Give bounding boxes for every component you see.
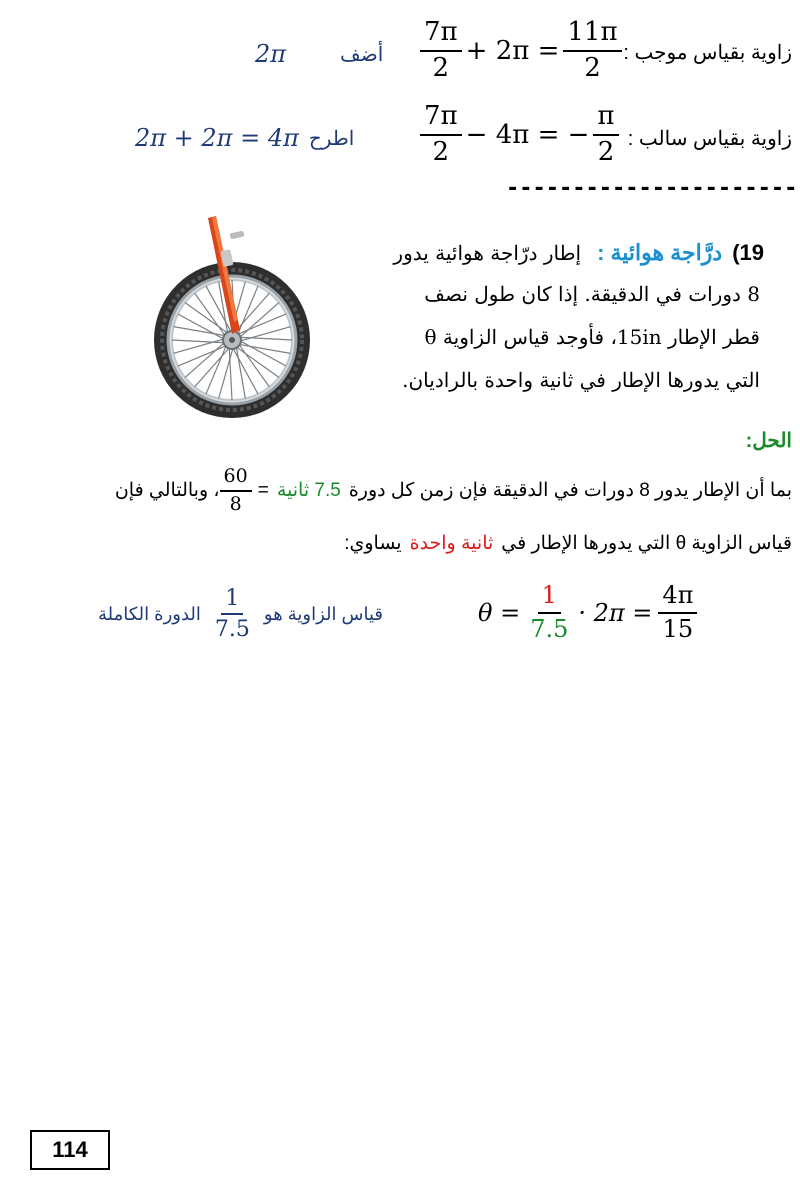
dashed-separator: ---------------------- [506, 176, 798, 201]
positive-equation: $\frac{7\pi}{2}$ + 2π = $\frac{11\pi}{2}$ [420, 18, 622, 84]
bicycle-wheel-image [150, 210, 325, 428]
positive-frac-2: $\frac{11\pi}{2}$ [563, 18, 621, 84]
problem-title: درَّاجة هوائية : [597, 240, 723, 265]
negative-frac-2: $\frac{\pi}{2}$ [593, 102, 618, 168]
note-fraction: $\frac{1}{7.5}$ [214, 586, 250, 643]
final-equation: θ = $\frac{1}{7.5}$ · 2π = $\frac{4\pi}{15}$ [478, 582, 697, 643]
final-frac-2: $\frac{4\pi}{15}$ [658, 582, 697, 643]
negative-note: 2π + 2π = 4π اطرح [135, 124, 355, 152]
problem-line-2: 8 دورات في الدقيقة. إذا كان طول نصف [424, 282, 760, 306]
problem-line-1: إطار درّاجة هوائية يدور [393, 241, 582, 265]
wheel-icon [154, 262, 310, 418]
final-note: الدورة الكاملة $\frac{1}{7.5}$ قياس الزاوية هو [98, 586, 383, 643]
positive-note: 2π أضف [255, 40, 384, 68]
page-number: 114 [30, 1130, 110, 1170]
negative-equation: $\frac{7\pi}{2}$ − 4π = − $\frac{\pi}{2}$ [420, 102, 619, 168]
duration-fraction: $\frac{60}{8}$ [220, 466, 252, 516]
problem-header [393, 240, 764, 266]
positive-label: زاوية بقياس موجب : [623, 42, 792, 64]
solution-heading: الحل: [745, 430, 792, 452]
positive-frac-1: $\frac{7\pi}{2}$ [420, 18, 462, 84]
solution-paragraph-1: بما أن الإطار يدور 8 دورات في الدقيقة فإن زمن كل دورة 7.5 ثانية = $\frac{60}{8}$ ، وبالتالي فإن [114, 465, 792, 515]
problem-line-3: قطر الإطار 15in، فأوجد قياس الزاوية θ [424, 325, 760, 349]
negative-frac-1: $\frac{7\pi}{2}$ [420, 102, 462, 168]
final-frac-1: $\frac{1}{7.5}$ [530, 581, 569, 643]
negative-label: زاوية بقياس سالب : [627, 128, 792, 150]
problem-line-4: التي يدورها الإطار في ثانية واحدة بالراديان. [402, 368, 760, 392]
solution-paragraph-2: قياس الزاوية θ التي يدورها الإطار في ثانية واحدة يساوي: [344, 533, 792, 554]
problem-number: 19) [732, 240, 764, 265]
